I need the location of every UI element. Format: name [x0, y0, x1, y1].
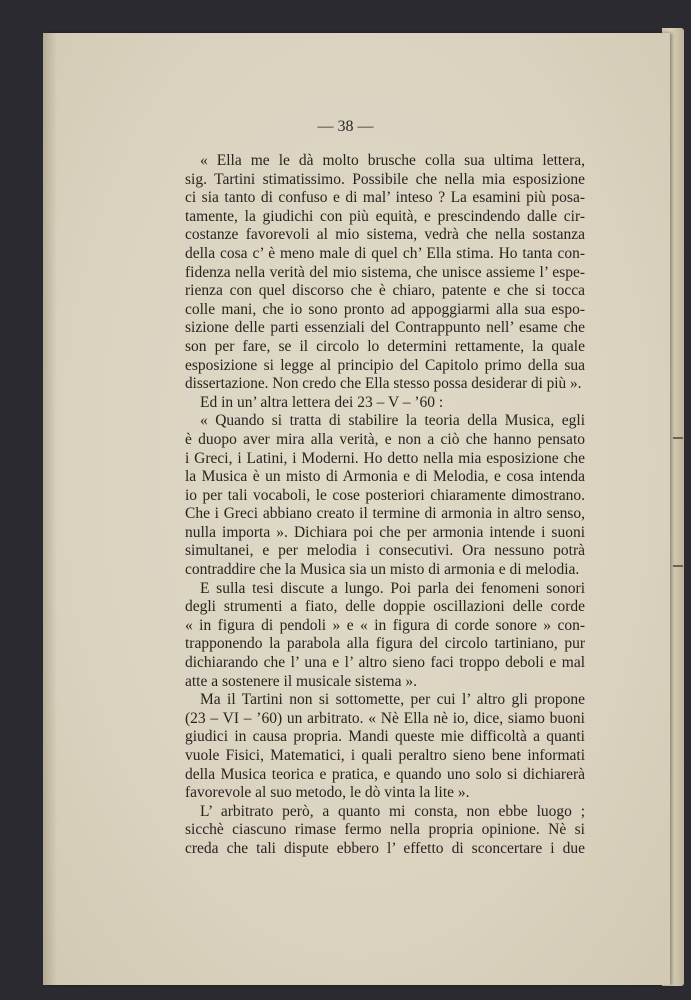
text-line: giudici in causa propria. Mandi queste mie difficoltà a quanti — [185, 728, 585, 746]
text-line: sig. Tartini stimatissimo. Possibile che nella mia esposizione — [185, 170, 585, 188]
text-line: vuole Fisici, Matematici, i quali peraltro sieno bene informati — [185, 747, 585, 764]
text-line: dichiarando che l’ una e l’ altro sieno faci troppo deboli e mal — [185, 654, 585, 672]
text-line: tamente, la giudichi con più equità, e prescindendo dalle cir- — [185, 207, 585, 225]
text-line: sicchè ciascuno rimase fermo nella propria opinione. Nè si — [185, 821, 585, 839]
text-line: « Quando si tratta di stabilire la teoria della Musica, egli — [200, 412, 585, 430]
text-line: è duopo aver mira alla verità, e non a ciò che hanno pensato — [185, 430, 585, 448]
text-line: E sulla tesi discute a lungo. Poi parla dei fenomeni sonori — [200, 579, 585, 597]
text-line: Ma il Tartini non si sottomette, per cui l’ altro gli propone — [200, 691, 585, 709]
text-line: ci sia tanto di confuso e di mal’ inteso ? La esamini più posa- — [185, 189, 585, 207]
text-line: (23 – VI – ’60) un arbitrato. « Nè Ella nè io, dice, siamo buoni — [185, 709, 585, 727]
text-line: i Greci, i Latini, i Moderni. Ho detto nella mia esposizione che — [185, 449, 585, 467]
text-line: sizione delle parti essenziali del Contrappunto nell’ esame che — [185, 319, 585, 337]
text-line: Che i Greci abbiano creato il termine di armonia in altro senso, — [185, 505, 585, 523]
text-line: costanze favorevoli al mio sistema, vedrà che nella sostanza — [185, 226, 585, 244]
text-line: nulla importa ». Dichiara poi che per armonia intende i suoni — [185, 523, 585, 541]
text-line: favorevole al suo metodo, le dò vinta la lite ». — [185, 784, 470, 802]
page-number: — 38 — — [317, 118, 374, 135]
text-line: L’ arbitrato però, a quanto mi consta, non ebbe luogo ; — [200, 802, 585, 820]
text-line: dissertazione. Non credo che Ella stesso possa desiderar di più ». — [185, 375, 582, 393]
text-line: creda che tali dispute ebbero l’ effetto di sconcertare i due — [185, 839, 585, 857]
text-line: Ed in un’ altra lettera dei 23 – V – ’60 : — [200, 393, 444, 411]
text-line: son per fare, se il circolo lo determini rettamente, la quale — [185, 337, 585, 355]
text-line: la Musica è un misto di Armonia e di Melodia, e cosa intenda — [185, 468, 585, 486]
text-line: fidenza nella verità del mio sistema, che unisce assieme l’ espe- — [185, 263, 585, 281]
text-line: rienza con quel discorso che è chiaro, patente e che si tocca — [185, 282, 585, 300]
text-line: contraddire che la Musica sia un misto di armonia e di melodia. — [185, 561, 580, 579]
text-line: io per tali vocaboli, le cose posteriori chiaramente dimostrano. — [185, 486, 585, 504]
text-line: della Musica teorica e pratica, e quando uno solo si dichiarerà — [185, 765, 585, 783]
text-line: simultanei, e per melodia i consecutivi. Ora nessuno potrà — [185, 542, 585, 560]
text-line: degli strumenti a fiato, delle doppie oscillazioni delle corde — [185, 598, 585, 616]
text-line: atte a sostenere il musicale sistema ». — [185, 672, 417, 690]
text-line: trapponendo la parabola alla figura del circolo tartiniano, pur — [185, 635, 585, 653]
margin-mark — [673, 437, 683, 439]
text-line: « in figura di pendoli » e « in figura di corde sonore » con- — [185, 616, 585, 634]
margin-mark — [673, 565, 683, 567]
text-line: esposizione si legge al principio del Capitolo primo della sua — [185, 356, 585, 374]
text-line: colle mani, che io sono pronto ad appoggiarmi alla sua espo- — [185, 300, 585, 318]
page-gutter — [43, 33, 57, 985]
text-line: « Ella me le dà molto brusche colla sua ultima lettera, — [200, 152, 585, 169]
text-line: della cosa c’ è meno male di quel ch’ Ella stima. Ho tanta con- — [185, 244, 585, 262]
body-text — [185, 152, 585, 859]
